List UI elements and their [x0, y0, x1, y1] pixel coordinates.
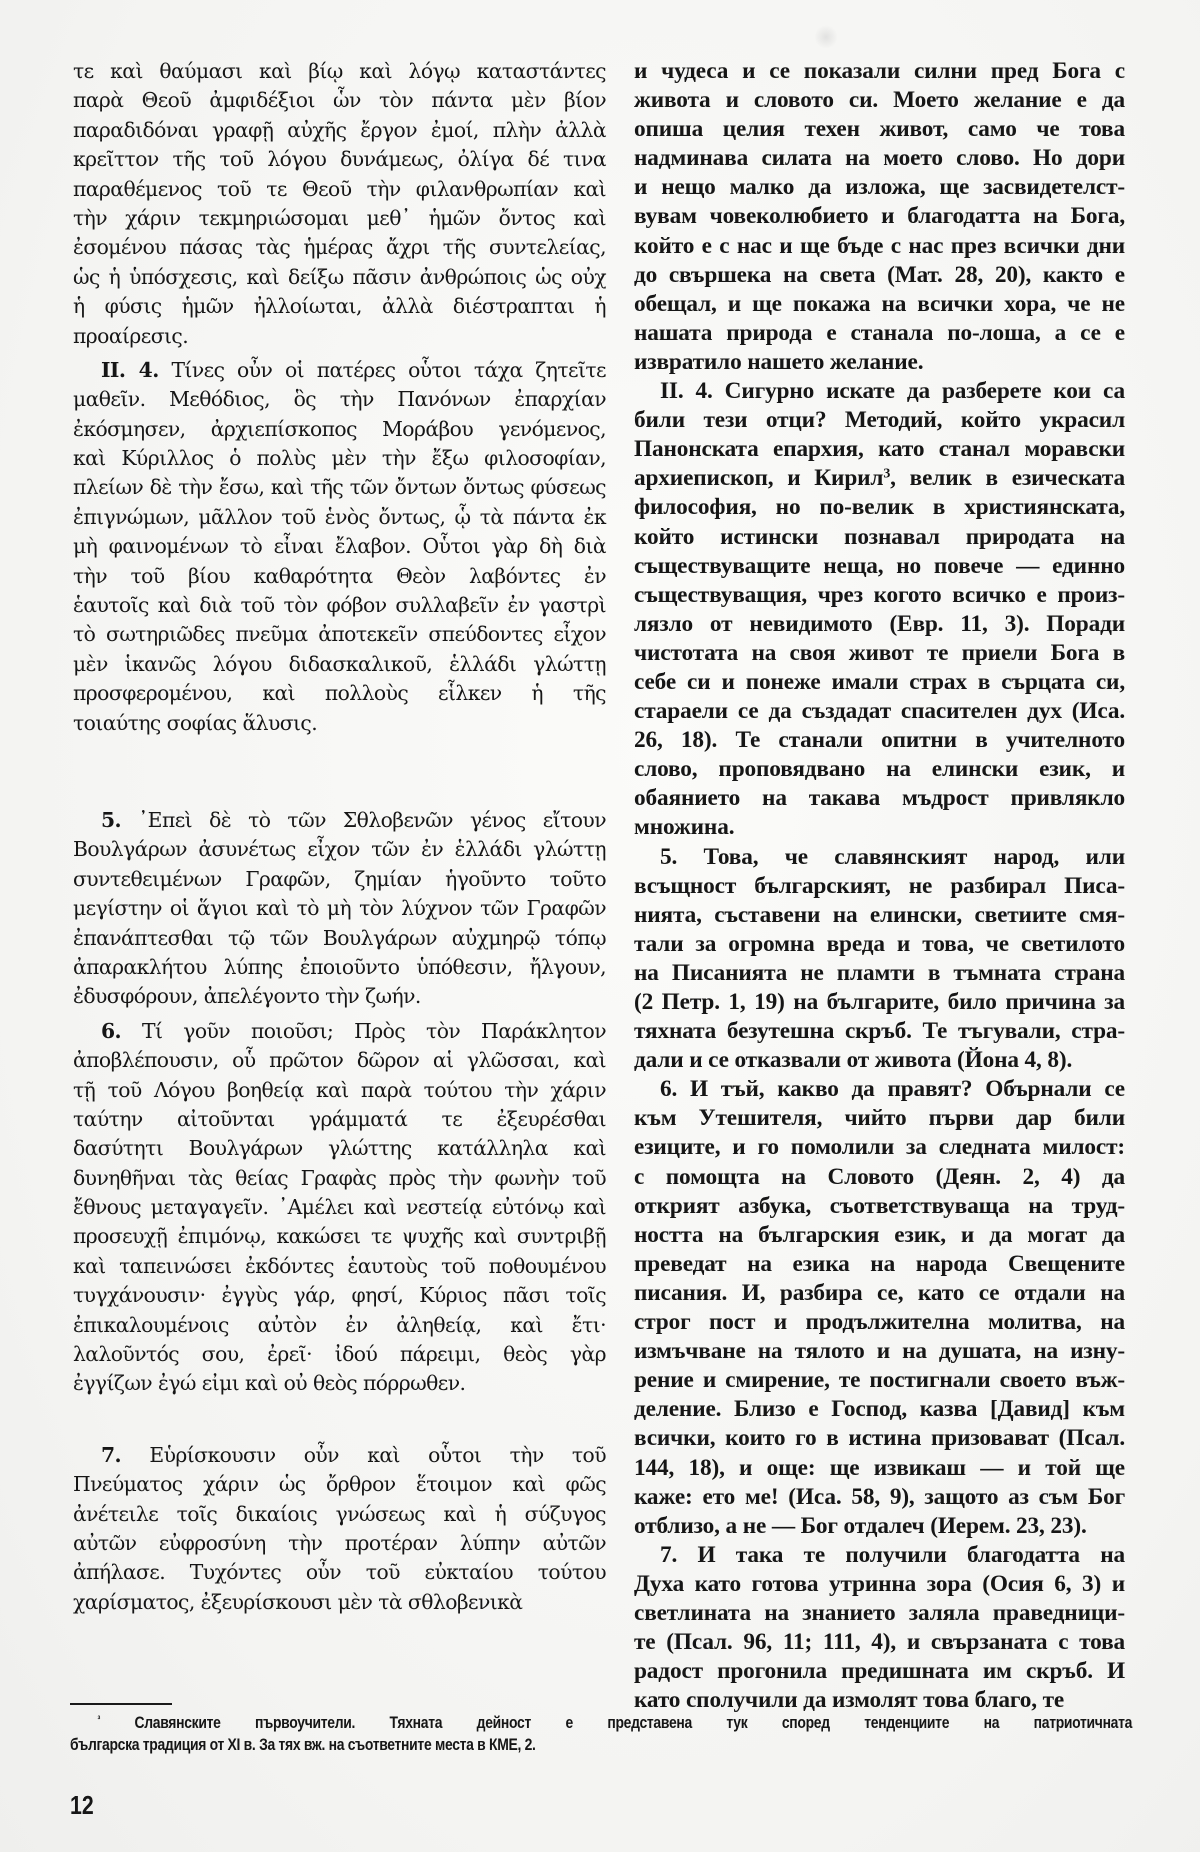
section-number: 7.	[101, 1442, 122, 1467]
text-line: съществуващия, чрез когото всичко е произ-	[634, 581, 1125, 608]
text-line: μὴ φαινομένων τὸ εἶναι ἔλαβον. Οὗτοι γὰρ δὴ διὰ	[73, 534, 606, 559]
text-line: μὲν ἱκανῶς λόγου διδασκαλικοῦ, ἑλλάδι γλώττῃ	[73, 651, 606, 676]
text-line: каже: ето ме! (Иса. 58, 9), защото аз съм Бог	[634, 1483, 1125, 1510]
text-line: който истински познавал природата на	[634, 523, 1125, 550]
text-line: всички, които го в истина призовават (Псал.	[634, 1425, 1125, 1452]
text-line: преведат на езика на народа Свещените	[634, 1250, 1125, 1277]
text-line: τυγχάνουσιν· ἐγγὺς γάρ, φησί, Κύριος πᾶσι τοῖς	[73, 1283, 606, 1308]
footnote-marker: ³	[97, 1714, 101, 1726]
text-line: тали за огромна вреда и това, че светилото	[634, 930, 1125, 957]
text-line: те (Псал. 96, 11; 111, 4), и свързаната с това	[634, 1629, 1125, 1656]
text-line: Панонската епархия, като станал моравски	[634, 436, 1125, 463]
text-line: μαθεῖν. Μεθόδιος, ὃς τὴν Πανόνων ἐπαρχίαν	[73, 387, 606, 412]
text-line: προσφερομένου, καὶ πολλοὺς εἷλκεν ἡ τῆς	[73, 681, 606, 706]
text-line: ἀποβλέπουσιν, οὗ πρῶτον δῶρον αἱ γλῶσσαι, καὶ	[73, 1048, 606, 1073]
text-line: рение и смирение, те постигнали своето въж-	[634, 1367, 1125, 1394]
text-line: съществуващите неща, но повече — единно	[634, 552, 1125, 579]
text-line: 6. И тъй, какво да правят? Обърнали се	[660, 1076, 1125, 1103]
text-line: обаянието на такава мъдрост привлякло	[634, 785, 1125, 812]
text-line: ἀνέτειλε τοῖς δικαίοις γνώσεως καὶ ἡ σύζυγος	[73, 1501, 606, 1526]
text-line: 5. Това, че славянският народ, или	[660, 843, 1125, 870]
text-line: παραθέμενος τοῦ τε Θεοῦ τὴν φιλανθρωπίαν καὶ	[73, 176, 606, 201]
text-line: ἐδυσφόρουν, ἀπελέγοντο τὴν ζωήν.	[73, 984, 421, 1009]
text-line: (2 Петр. 1, 19) на българите, било причина за	[634, 989, 1125, 1015]
text-line: с помощта на Словото (Деян. 2, 4) да	[634, 1163, 1125, 1190]
text-line: всъщност българският, не разбирал Писа-	[634, 872, 1125, 899]
text-line: δυνηθῆναι τὰς θείας Γραφὰς πρὸς τὴν φωνὴν τοῦ	[73, 1165, 606, 1190]
text-line: προαίρεσις.	[73, 323, 189, 348]
text-line: II. 4. Сигурно искате да разберете кои са	[660, 378, 1125, 405]
text-line: чистотата на своя живот те приели Бога в	[634, 639, 1125, 666]
paragraph	[73, 1017, 606, 1399]
text-line: ἡ φύσις ἡμῶν ἠλλοίωται, ἀλλὰ διέστραπται ἡ	[73, 294, 606, 319]
text-line: на Писанията не пламти в тъмната страна	[634, 959, 1125, 986]
text-line: нията, съставени на елински, светиите смя-	[634, 901, 1125, 928]
paragraph	[73, 1441, 606, 1617]
text-line: деление. Близо е Господ, казва [Давид] към	[634, 1396, 1125, 1423]
text-line: 6. Τί γοῦν ποιοῦσι; Πρὸς τὸν Παράκλητον	[101, 1018, 606, 1043]
paragraph	[634, 843, 1125, 1076]
text-line: отблизо, а не — Бог отдалеч (Иерем. 23, 23).	[634, 1512, 1087, 1539]
text-line: надминава силата на моето слово. Но дори	[634, 145, 1125, 172]
text-line: стараели се да създадат спасителен дух (Иса.	[634, 698, 1125, 725]
text-line: извратило нашето желание.	[634, 348, 924, 375]
text-line: Духа като готова утринна зора (Осия 6, 3) и	[634, 1570, 1125, 1597]
text-line: езиците, и го помолили за следната милост:	[634, 1134, 1125, 1161]
text-line: τὴν τοῦ βίου καθαρότητα Θεὸν λαβόντες ἐν	[73, 563, 606, 588]
text-line: лязло от невидимото (Евр. 11, 3). Поради	[634, 610, 1125, 637]
section-number: II. 4.	[660, 378, 713, 405]
paragraph	[634, 57, 1125, 377]
section-number: 6.	[660, 1076, 678, 1103]
text-line: ἐγγίζων ἐγώ εἰμι καὶ οὐ θεὸς πόρρωθεν.	[73, 1371, 466, 1396]
text-line: Πνεύματος χάριν ὡς ὄρθρον ἕτοιμον καὶ φῶς	[73, 1472, 606, 1497]
text-line: τὴν χάριν τεκμηριώσομαι μεθ᾽ ἡμῶν ὄντος καὶ	[73, 205, 606, 230]
text-line: κρεῖττον τῆς τοῦ λόγου δυνάμεως, ὀλίγα δέ τινα	[73, 147, 606, 172]
text-line: 7. И така те получили благодатта на	[660, 1541, 1125, 1568]
text-line: светлината на знанието заляла праведници-	[634, 1599, 1125, 1626]
text-line: 144, 18), и още: ще извикаш — и той ще	[634, 1454, 1125, 1481]
paragraph	[73, 57, 606, 351]
footnote-separator	[70, 1703, 172, 1705]
text-line: 26, 18). Те станали опитни в учителното	[634, 727, 1125, 754]
text-line: τὸ σωτηριῶδες πνεῦμα ἀποτεκεῖν σπεύδοντες εἶχον	[73, 622, 606, 647]
paragraph-spacer	[73, 1399, 606, 1441]
text-line: ὡς ἡ ὑπόσχεσις, καὶ δείξω πᾶσιν ἀνθρώποις ὡς οὐχ	[73, 264, 606, 289]
text-line: λαλοῦντός σου, ἐρεῖ· ἰδού πάρειμι, θεὸς γὰρ	[73, 1342, 606, 1367]
greek-text-column	[73, 57, 606, 1617]
paragraph-spacer	[73, 738, 606, 806]
section-number: II. 4.	[101, 357, 159, 382]
text-line: опиша целия техен живот, само че това	[634, 116, 1125, 143]
text-line: философия, но по-велик в християнската,	[634, 494, 1125, 521]
text-line: ността на българския език, и да могат да	[634, 1221, 1125, 1248]
text-line: καὶ Κύριλλος ὁ πολὺς μὲν τὴν ἔξω φιλοσοφίαν,	[73, 446, 606, 471]
text-line: ἐκόσμησεν, ἀρχιεπίσκοπος Μοράβου γενόμενος,	[73, 416, 606, 441]
text-line: χαρίσματος, ἐξευρίσκουσι μὲν τὰ σθλοβενικὰ	[73, 1589, 523, 1614]
text-line: слово, проповядвано на елински език, и	[634, 756, 1125, 783]
text-line: καὶ ταπεινώσει ἐκδόντες ἑαυτοὺς τοῦ ποθουμένου	[73, 1253, 606, 1278]
text-line: радост прогонила предишната им скръб. И	[634, 1658, 1125, 1685]
text-line: προσευχῇ ἐπιμόνῳ, κακώσει τε ψυχῆς καὶ συντριβῇ	[73, 1224, 606, 1249]
text-line: ἔθνους μεταγαγεῖν. ᾽Αμέλει καὶ νεστείᾳ εὐτόνῳ καὶ	[73, 1195, 606, 1220]
paragraph	[634, 1075, 1125, 1541]
footnote-line: $^{^3}$ Славянските първоучители. Тяхната дейност е представена тук според тенденциите на патриотичната	[97, 1714, 1133, 1732]
text-line: писания. И, разбира се, като се отдали на	[634, 1279, 1125, 1306]
section-number: 5.	[101, 807, 122, 832]
text-line: 7. Εὑρίσκουσιν οὖν καὶ οὗτοι τὴν τοῦ	[101, 1442, 606, 1467]
text-line: παρὰ Θεοῦ ἀμφιδέξιοι ὧν τὸν πάντα μὲν βίον	[73, 88, 606, 113]
bulgarian-translation-column	[634, 57, 1125, 1715]
footnote	[70, 1712, 1133, 1756]
text-line: живота и словото си. Моето желание е да	[634, 87, 1125, 114]
text-line: вувам човеколюбието и благодатта на Бога,	[634, 203, 1125, 230]
text-line: μεγίστην οἱ ἅγιοι καὶ τὸ μὴ τὸν λύχνον τῶν Γραφῶν	[73, 896, 606, 921]
text-line: тяхната безутешна скръб. Те тъгували, стра-	[634, 1018, 1125, 1045]
text-line: до свършека на света (Мат. 28, 20), както е	[634, 261, 1125, 288]
footnote-line: българска традиция от XI в. За тях вж. на съответните места в КМЕ, 2.	[70, 1736, 536, 1754]
text-line: 5. ᾽Επεὶ δὲ τὸ τῶν Σθλοβενῶν γένος εἴτουν	[101, 807, 606, 832]
text-line: ἐπανάπτεσθαι τῷ τῶν Βουλγάρων αὐχμηρῷ τόπῳ	[73, 925, 606, 950]
text-line: παραδιδόναι γραφῇ αὐχῆς ἔργον ἐμοί, πλὴν ἀλλὰ	[73, 117, 606, 142]
text-line: дали и се отказвали от живота (Йона 4, 8).	[634, 1047, 1073, 1074]
text-line: δασύτητι Βουλγάρων γλώττης κατάλληλα καὶ	[73, 1136, 606, 1161]
paragraph	[634, 1541, 1125, 1716]
text-line: множина.	[634, 814, 735, 841]
text-line: строг пост и продължителна молитва, на	[634, 1309, 1125, 1336]
text-line: ἐσομένου πάσας τὰς ἡμέρας ἄχρι τῆς συντελείας,	[73, 235, 606, 260]
section-number: 5.	[660, 843, 678, 870]
text-line: πλείων δὲ τὴν ἔσω, καὶ τῆς τῶν ὄντων ὄντως φύσεως	[73, 475, 606, 500]
paragraph	[634, 377, 1125, 843]
text-line: τοιαύτης σοφίας ἅλυσις.	[73, 710, 318, 735]
text-line: архиепископ, и Кирил$^3$, велик в езическата	[634, 465, 1126, 492]
text-line: към Утешителя, чийто първи дар били	[634, 1105, 1125, 1132]
text-line: ἐπικαλουμένοις αὐτὸν ἐν ἀληθείᾳ, καὶ ἔτι·	[73, 1312, 606, 1337]
text-line: ἀπαρακλήτου λύπης ἐποιοῦντο ὑπόθεσιν, ἤλγουν,	[73, 954, 606, 979]
text-line: били тези отци? Методий, който украсил	[634, 407, 1125, 434]
text-line: себе си и понеже имали страх в сърцата си,	[634, 668, 1125, 695]
section-number: 7.	[660, 1541, 678, 1568]
text-line: ἀπήλασε. Τυχόντες οὖν τοῦ εὐκταίου τούτου	[73, 1560, 606, 1585]
paragraph	[73, 356, 606, 738]
text-line: ταύτην αἰτοῦνται γράμματά τε ἐξευρέσθαι	[73, 1106, 606, 1131]
text-line: τε καὶ θαύμασι καὶ βίῳ καὶ λόγῳ καταστάντες	[73, 59, 606, 83]
page-number: 12	[70, 1790, 94, 1820]
text-line: τῇ τοῦ Λόγου βοηθείᾳ καὶ παρὰ τούτου τὴν χάριν	[73, 1077, 606, 1102]
text-line: измъчване на тялото и на душата, на изну-	[634, 1338, 1125, 1365]
text-line: συντεθειμένων Γραφῶν, ζημίαν ἡγοῦντο τοῦτο	[73, 866, 606, 891]
text-line: обещал, и ще покажа на всички хора, че не	[634, 290, 1125, 317]
text-line: нашата природа е станала по-лоша, а се е	[634, 319, 1125, 346]
text-line: αὐτῶν εὐφροσύνη τὴν προτέραν λύπην αὐτῶν	[73, 1530, 606, 1555]
scan-smudge	[815, 24, 837, 50]
text-line: ἑαυτοῖς καὶ διὰ τοῦ τὸν φόβον συλλαβεῖν ἐν γαστρὶ	[73, 593, 606, 618]
text-line: като сполучили да измолят това благо, те	[634, 1687, 1065, 1714]
section-number: 6.	[101, 1018, 122, 1043]
footnote-reference[interactable]: 3	[883, 466, 891, 482]
text-line: II. 4. Τίνες οὖν οἱ πατέρες οὗτοι τάχα ζητεῖτε	[101, 357, 607, 382]
text-line: ἐπιγνώμων, μᾶλλον τοῦ ἑνὸς ὄντως, ᾧ τὰ πάντα ἐκ	[73, 504, 606, 529]
text-line: и нещо малко да изложа, ще засвидетелст-	[634, 174, 1125, 201]
text-line: и чудеса и се показали силни пред Бога с	[634, 58, 1125, 84]
text-line: открият азбука, съответствуваща на труд-	[634, 1192, 1125, 1219]
paragraph	[73, 806, 606, 1012]
text-line: Βουλγάρων ἀσυνέτως εἶχον τῶν ἐν ἑλλάδι γλώττῃ	[73, 837, 606, 862]
text-line: който е с нас и ще бъде с нас през всички дни	[634, 232, 1125, 259]
